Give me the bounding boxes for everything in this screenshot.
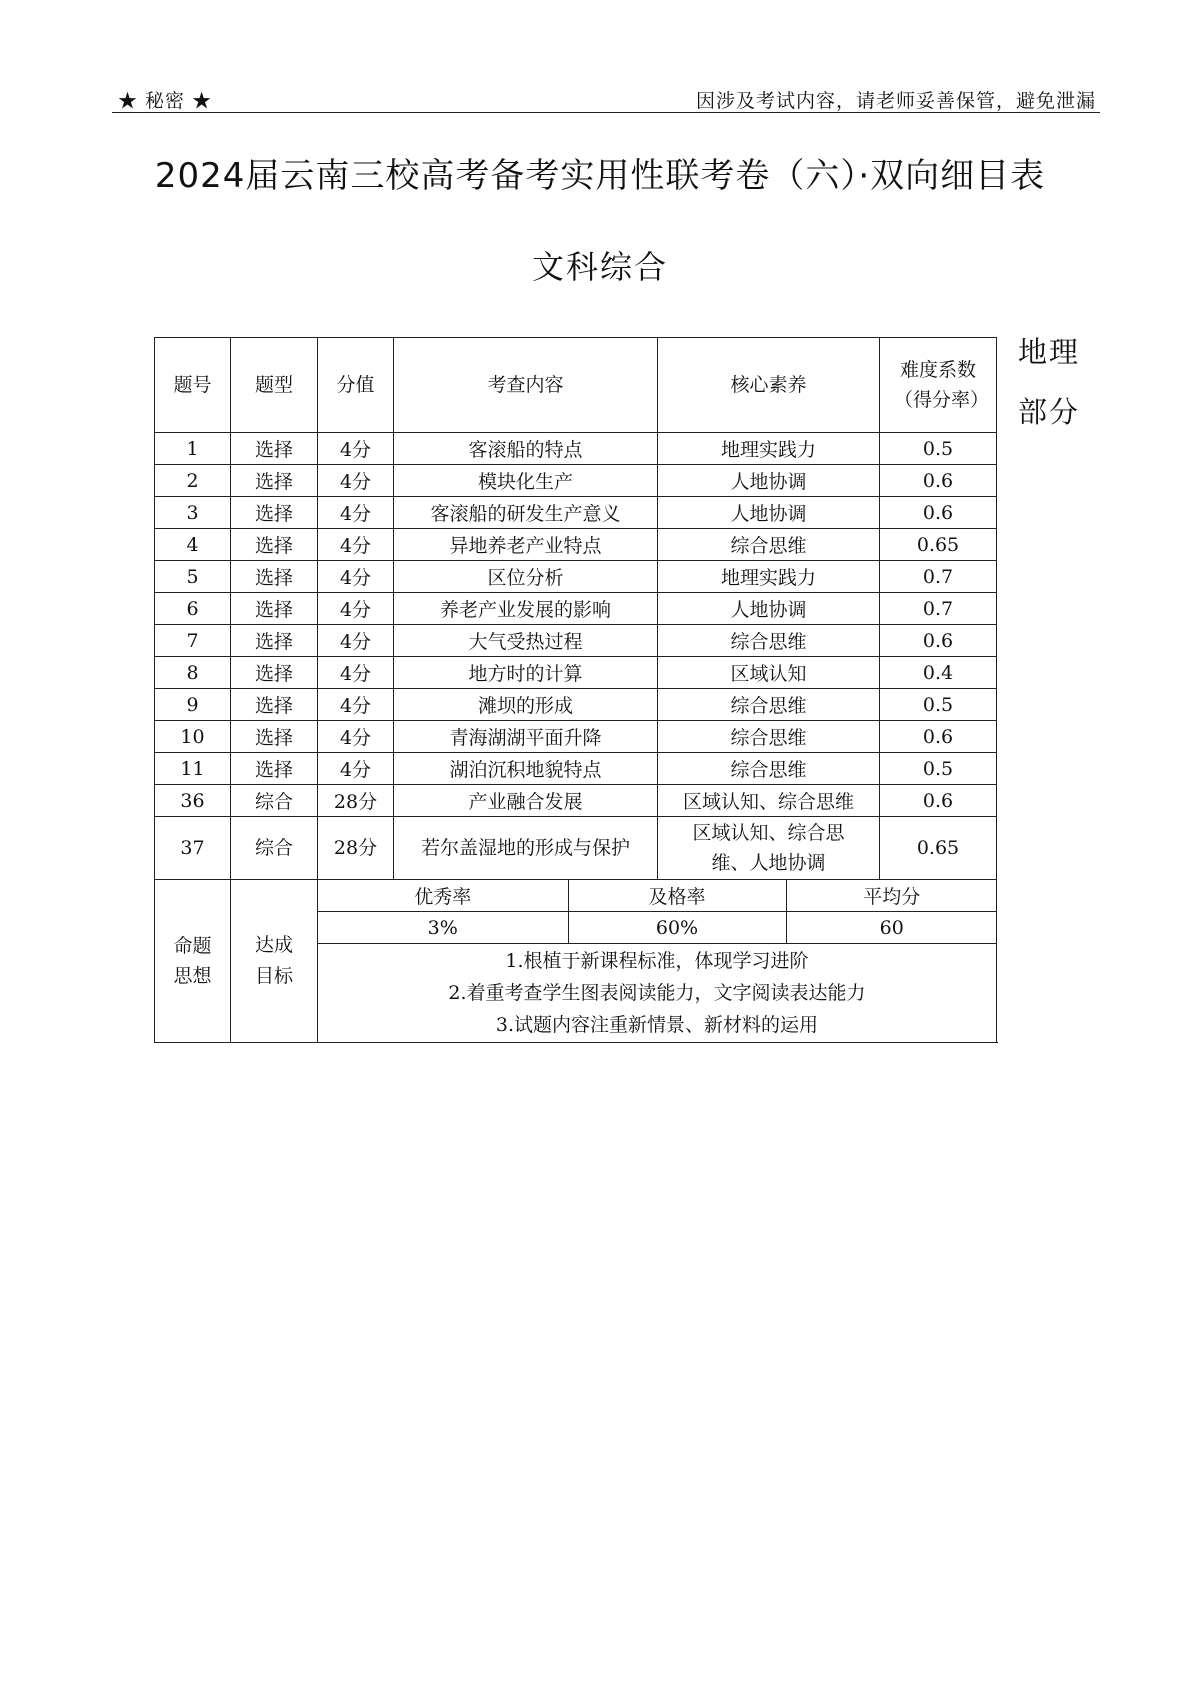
header-question-type: 题型 <box>231 338 318 433</box>
cell-content: 大气受热过程 <box>394 625 658 657</box>
table-header-row <box>155 338 997 433</box>
cell-score: 4分 <box>318 625 394 657</box>
stat-value-pass: 60% <box>568 912 786 944</box>
table-row <box>155 529 997 561</box>
cell-score: 4分 <box>318 433 394 465</box>
stats-wrapper <box>318 880 997 944</box>
cell-content: 养老产业发展的影响 <box>394 593 658 625</box>
cell-core-literacy: 综合思维 <box>658 625 880 657</box>
cell-question-type: 选择 <box>231 497 318 529</box>
cell-score: 4分 <box>318 721 394 753</box>
cell-question-type: 选择 <box>231 529 318 561</box>
cell-question-type: 选择 <box>231 593 318 625</box>
header-question-no: 题号 <box>155 338 231 433</box>
cell-content: 客滚船的特点 <box>394 433 658 465</box>
cell-core-literacy: 人地协调 <box>658 497 880 529</box>
cell-question-type: 选择 <box>231 657 318 689</box>
cell-core-literacy: 综合思维 <box>658 721 880 753</box>
cell-core-literacy: 综合思维 <box>658 529 880 561</box>
cell-question-type: 选择 <box>231 689 318 721</box>
document-subtitle: 文科综合 <box>531 248 668 286</box>
table-row <box>155 657 997 689</box>
cell-question-no: 9 <box>155 689 231 721</box>
cell-content: 异地养老产业特点 <box>394 529 658 561</box>
cell-question-no: 7 <box>155 625 231 657</box>
cell-score: 28分 <box>318 817 394 880</box>
cell-score: 28分 <box>318 785 394 817</box>
cell-question-no: 4 <box>155 529 231 561</box>
summary-section-label: 命题思想 <box>155 880 231 1043</box>
cell-core-literacy: 综合思维 <box>658 689 880 721</box>
cell-question-type: 选择 <box>231 721 318 753</box>
document-title: 2024届云南三校高考备考实用性联考卷（六）·双向细目表 <box>154 156 1046 196</box>
cell-difficulty: 0.65 <box>880 817 997 880</box>
confidential-notice: 因涉及考试内容，请老师妥善保管，避免泄漏 <box>695 90 1096 112</box>
cell-difficulty: 0.5 <box>880 433 997 465</box>
stat-header-pass: 及格率 <box>568 880 786 912</box>
cell-score: 4分 <box>318 593 394 625</box>
stats-subtable <box>318 880 997 943</box>
cell-content: 客滚船的研发生产意义 <box>394 497 658 529</box>
cell-core-literacy: 综合思维 <box>658 753 880 785</box>
table-row <box>155 721 997 753</box>
cell-core-literacy: 地理实践力 <box>658 433 880 465</box>
cell-content: 地方时的计算 <box>394 657 658 689</box>
cell-question-no: 8 <box>155 657 231 689</box>
cell-score: 4分 <box>318 497 394 529</box>
table-row <box>155 433 997 465</box>
cell-difficulty: 0.6 <box>880 465 997 497</box>
stat-header-average: 平均分 <box>786 880 997 912</box>
cell-core-literacy: 区域认知、综合思维、人地协调 <box>658 817 880 880</box>
cell-content: 湖泊沉积地貌特点 <box>394 753 658 785</box>
table-row <box>155 753 997 785</box>
confidential-mark: ★ 秘密 ★ <box>118 90 213 112</box>
cell-difficulty: 0.6 <box>880 721 997 753</box>
target-label: 达成目标 <box>231 880 318 1043</box>
cell-content: 产业融合发展 <box>394 785 658 817</box>
cell-question-type: 选择 <box>231 465 318 497</box>
cell-question-type: 综合 <box>231 785 318 817</box>
cell-question-no: 3 <box>155 497 231 529</box>
stat-value-average: 60 <box>786 912 997 944</box>
cell-difficulty: 0.5 <box>880 753 997 785</box>
cell-core-literacy: 区域认知 <box>658 657 880 689</box>
table-row <box>155 817 997 880</box>
cell-question-type: 选择 <box>231 561 318 593</box>
table-row <box>155 625 997 657</box>
cell-difficulty: 0.6 <box>880 625 997 657</box>
cell-difficulty: 0.4 <box>880 657 997 689</box>
table-row <box>155 785 997 817</box>
cell-difficulty: 0.7 <box>880 593 997 625</box>
stat-header-excellent: 优秀率 <box>318 880 568 912</box>
header-core-literacy: 核心素养 <box>658 338 880 433</box>
cell-question-no: 1 <box>155 433 231 465</box>
cell-question-type: 综合 <box>231 817 318 880</box>
aims-cell <box>318 944 997 1043</box>
cell-score: 4分 <box>318 753 394 785</box>
cell-question-no: 6 <box>155 593 231 625</box>
cell-difficulty: 0.6 <box>880 785 997 817</box>
header-content: 考查内容 <box>394 338 658 433</box>
cell-difficulty: 0.65 <box>880 529 997 561</box>
cell-content: 若尔盖湿地的形成与保护 <box>394 817 658 880</box>
cell-core-literacy: 人地协调 <box>658 593 880 625</box>
aim-3: 3.试题内容注重新情景、新材料的运用 <box>495 1014 819 1036</box>
cell-content: 青海湖湖平面升降 <box>394 721 658 753</box>
section-side-label: 地理部分 <box>1018 335 1081 429</box>
cell-question-no: 11 <box>155 753 231 785</box>
cell-question-type: 选择 <box>231 753 318 785</box>
cell-score: 4分 <box>318 529 394 561</box>
specification-table <box>154 337 997 1043</box>
header-score: 分值 <box>318 338 394 433</box>
cell-score: 4分 <box>318 689 394 721</box>
cell-score: 4分 <box>318 657 394 689</box>
cell-content: 模块化生产 <box>394 465 658 497</box>
cell-question-no: 2 <box>155 465 231 497</box>
cell-core-literacy: 地理实践力 <box>658 561 880 593</box>
cell-content: 区位分析 <box>394 561 658 593</box>
cell-difficulty: 0.5 <box>880 689 997 721</box>
cell-difficulty: 0.6 <box>880 497 997 529</box>
header-difficulty: 难度系数（得分率） <box>880 338 997 433</box>
table-row <box>155 561 997 593</box>
cell-score: 4分 <box>318 465 394 497</box>
aim-2: 2.着重考查学生图表阅读能力，文字阅读表达能力 <box>448 982 866 1004</box>
aim-1: 1.根植于新课程标准，体现学习进阶 <box>505 950 809 972</box>
table-row <box>155 465 997 497</box>
table-row <box>155 497 997 529</box>
cell-score: 4分 <box>318 561 394 593</box>
table-row <box>155 593 997 625</box>
cell-question-no: 5 <box>155 561 231 593</box>
cell-content: 滩坝的形成 <box>394 689 658 721</box>
cell-difficulty: 0.7 <box>880 561 997 593</box>
cell-core-literacy: 人地协调 <box>658 465 880 497</box>
cell-question-type: 选择 <box>231 625 318 657</box>
cell-question-type: 选择 <box>231 433 318 465</box>
table-row <box>155 689 997 721</box>
stat-value-excellent: 3% <box>318 912 568 944</box>
summary-stats-header-row <box>155 880 997 944</box>
cell-core-literacy: 区域认知、综合思维 <box>658 785 880 817</box>
cell-question-no: 10 <box>155 721 231 753</box>
page-header <box>112 84 1100 113</box>
cell-question-no: 37 <box>155 817 231 880</box>
cell-question-no: 36 <box>155 785 231 817</box>
